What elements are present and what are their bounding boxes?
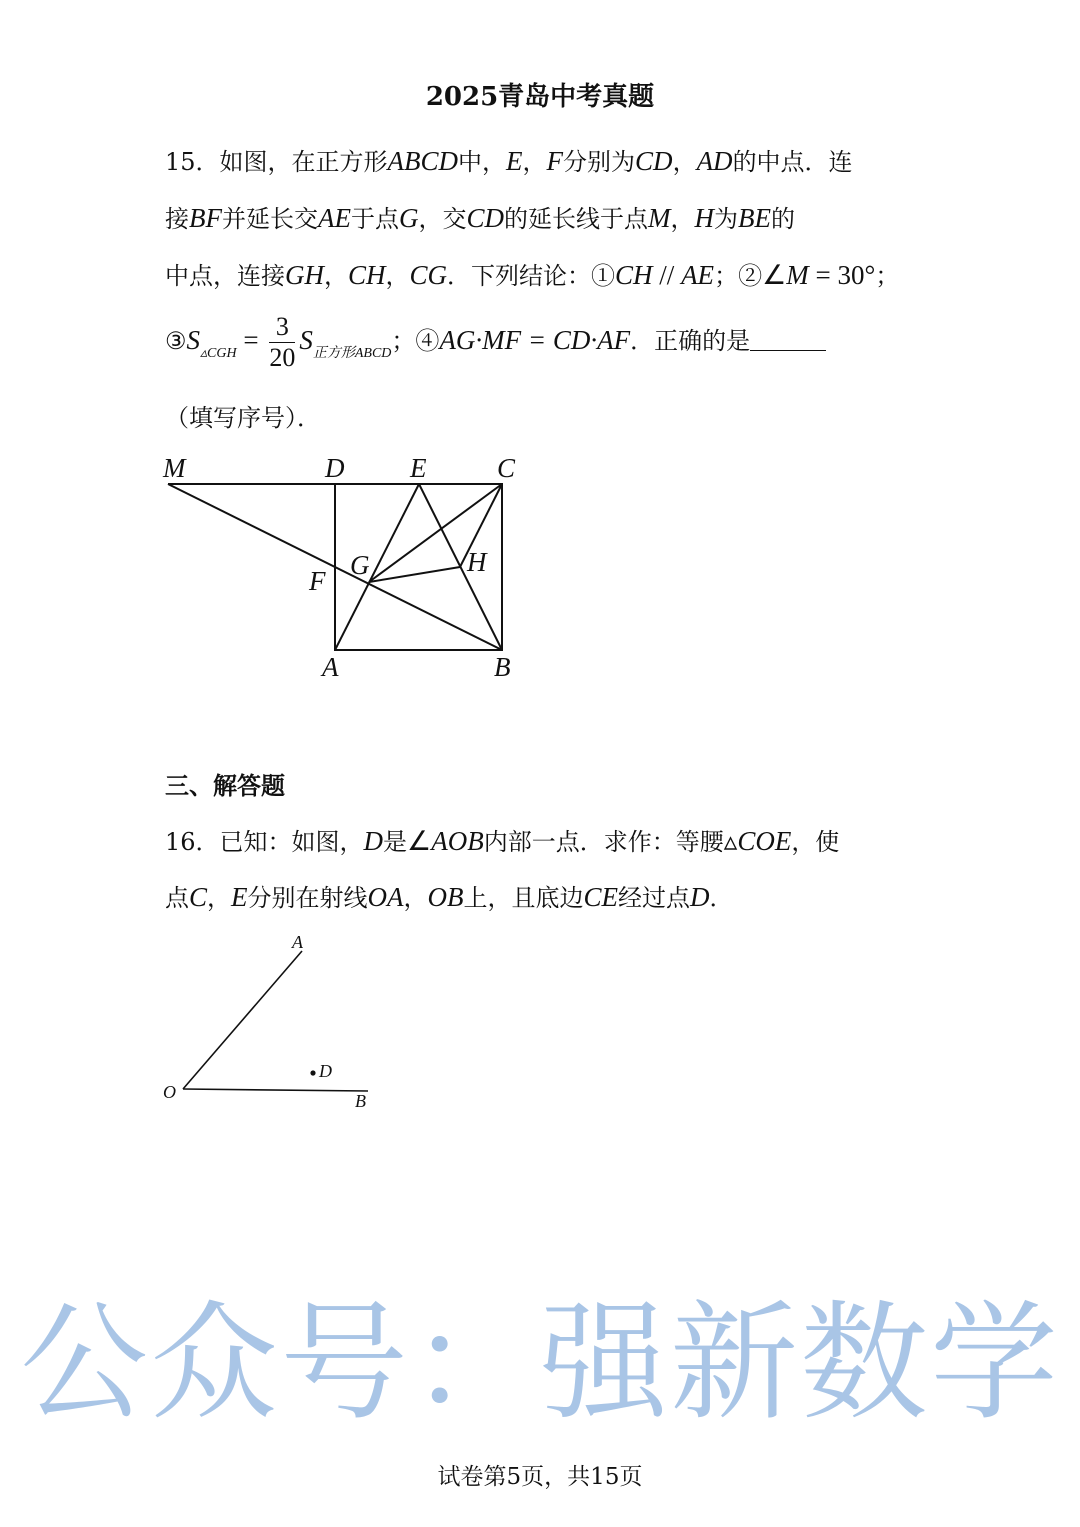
- math-var: OB: [427, 882, 464, 912]
- math-var: D: [690, 882, 710, 912]
- math-var: AOB: [431, 826, 484, 856]
- math-var: CE: [583, 882, 619, 912]
- q15-line-1: [165, 142, 853, 177]
- math-var: CH: [348, 260, 386, 290]
- figure-15: [150, 450, 530, 690]
- text: ，: [672, 148, 697, 176]
- angle-sign: ∠: [407, 826, 432, 856]
- math-var: CD: [466, 203, 505, 233]
- text: ，: [522, 148, 547, 176]
- text: ，: [385, 262, 410, 290]
- angle-sign: ∠: [762, 260, 787, 290]
- math-subscript: 正方形ABCD: [312, 346, 392, 361]
- ray-oa: [183, 951, 302, 1089]
- q16-line-2: [165, 878, 734, 913]
- label-a: A: [292, 932, 303, 952]
- circled-2: ②: [738, 262, 763, 290]
- label-h: H: [467, 547, 487, 577]
- figure-16: [155, 925, 385, 1115]
- text: 已知：如图，: [219, 828, 364, 856]
- q16-line-1: [165, 822, 839, 857]
- text: ．下列结论：: [447, 262, 592, 290]
- point-d: [310, 1070, 315, 1075]
- label-m: M: [163, 453, 186, 483]
- label-e: E: [410, 453, 427, 483]
- text: 的延长线于点: [504, 205, 649, 233]
- math-var: M: [786, 260, 809, 290]
- answer-blank[interactable]: [750, 326, 826, 351]
- math-expr: AG·MF = CD·AF: [439, 325, 631, 355]
- math-var: CD: [635, 146, 673, 176]
- text: ；: [875, 262, 900, 290]
- math-var: COE: [737, 826, 792, 856]
- math-var: OA: [367, 882, 404, 912]
- text: 内部一点．求作：等腰: [483, 828, 724, 856]
- text: 的: [771, 205, 796, 233]
- q15-line-4: [165, 312, 826, 373]
- text: 为: [714, 205, 739, 233]
- section-heading: 三、解答题: [165, 771, 285, 800]
- label-d: D: [325, 453, 345, 483]
- math-var: AE: [318, 203, 351, 233]
- text: ，使: [791, 828, 840, 856]
- math-subscript: ▵CGH: [200, 346, 237, 361]
- text: ，: [207, 884, 232, 912]
- text: ．: [709, 884, 734, 912]
- text: 点: [165, 884, 189, 912]
- q15-line-5: （填写序号）．: [165, 404, 321, 432]
- math-var: CH: [615, 260, 653, 290]
- math-var: H: [694, 203, 715, 233]
- text: ；: [714, 262, 739, 290]
- text: 于点: [351, 205, 399, 233]
- text: ．正确的是: [630, 327, 751, 355]
- label-b: B: [494, 652, 511, 682]
- math-var: S: [186, 325, 201, 355]
- text: 分别为: [563, 148, 636, 176]
- math-var: S: [299, 325, 313, 355]
- parallel-sign: //: [652, 260, 682, 290]
- q15-line-3: [165, 256, 899, 291]
- text: 分别在射线: [247, 884, 368, 912]
- text: 如图，在正方形: [219, 148, 388, 176]
- math-expr: = 30°: [808, 260, 876, 290]
- math-var: E: [506, 146, 523, 176]
- math-var: CG: [409, 260, 448, 290]
- label-o: O: [163, 1082, 176, 1102]
- text: 上，且底边: [463, 884, 584, 912]
- math-var: F: [546, 146, 564, 176]
- math-var: AE: [681, 260, 715, 290]
- math-expr: =: [236, 325, 266, 355]
- text: 接: [165, 205, 189, 233]
- circled-3: ③: [165, 327, 187, 355]
- label-g: G: [350, 550, 370, 580]
- watermark: 公众号：强新数学: [19, 1289, 1060, 1438]
- math-var: ABCD: [387, 146, 459, 176]
- fraction: [269, 312, 295, 373]
- math-var: GH: [285, 260, 324, 290]
- math-var: BE: [738, 203, 772, 233]
- circled-1: ①: [591, 262, 616, 290]
- label-c: C: [497, 453, 516, 483]
- fraction-denominator: 20: [269, 343, 296, 372]
- triangle-sign: ▵: [723, 826, 738, 856]
- text: ；: [391, 327, 416, 355]
- q16-number: 16．: [165, 828, 220, 856]
- segment-ae: [335, 484, 419, 650]
- q15-number: 15．: [165, 148, 220, 176]
- segment-gh: [369, 567, 460, 582]
- math-var: E: [231, 882, 248, 912]
- text: 并延长交: [222, 205, 318, 233]
- text: 中点，连接: [165, 262, 285, 290]
- ray-ob: [183, 1089, 368, 1091]
- text: ，: [324, 262, 348, 290]
- text: ，: [670, 205, 695, 233]
- label-d: D: [319, 1061, 332, 1081]
- math-var: M: [648, 203, 671, 233]
- page-footer: 试卷第5页，共15页: [437, 1464, 643, 1490]
- text: 的中点．连: [732, 148, 853, 176]
- text: ，交: [418, 205, 467, 233]
- math-var: G: [399, 203, 419, 233]
- label-a: A: [322, 652, 339, 682]
- circled-4: ④: [415, 327, 440, 355]
- label-f: F: [309, 566, 326, 596]
- math-var: AD: [696, 146, 733, 176]
- math-var: C: [189, 882, 208, 912]
- text: 中，: [458, 148, 507, 176]
- text: 是: [383, 828, 408, 856]
- q15-line-2: [165, 199, 795, 234]
- text: ，: [403, 884, 428, 912]
- math-var: BF: [189, 203, 222, 233]
- text: 经过点: [618, 884, 691, 912]
- label-b: B: [355, 1091, 366, 1111]
- math-var: D: [363, 826, 384, 856]
- page-title: 2025青岛中考真题: [425, 82, 655, 112]
- fraction-numerator: 3: [269, 312, 295, 343]
